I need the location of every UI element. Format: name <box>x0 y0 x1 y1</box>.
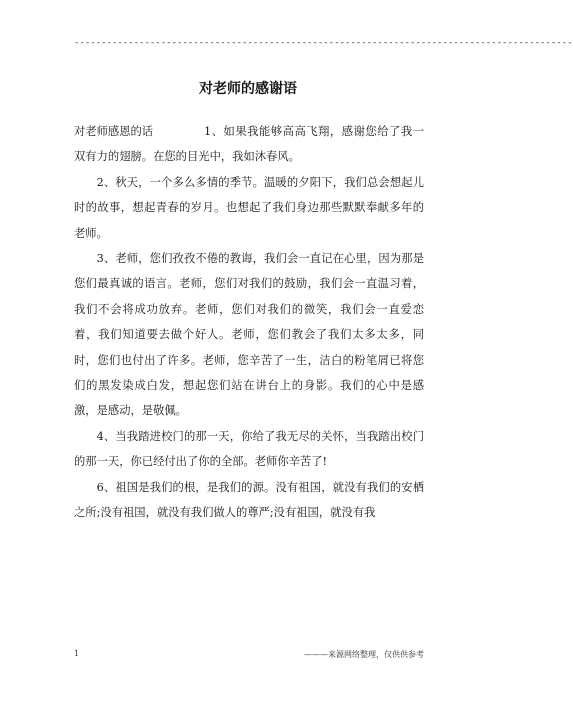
paragraph-2: 2、秋天，一个多么多情的季节。温暖的夕阳下，我们总会想起儿时的故事，想起青春的岁月。也想起了我们身边那些默默奉献多年的老师。 <box>74 175 424 240</box>
document-title: 对老师的感谢语 <box>199 81 297 97</box>
source-note: ———来源网络整理，仅供供参考 <box>304 650 424 659</box>
paragraph-3: 3、老师，您们孜孜不倦的教诲，我们会一直记在心里，因为那是您们最真诚的语言。老师，您们对我们的鼓励，我们会一直温习着，我们不会将成功放弃。老师，您们对我们的微笑，我们会一直爱恋着，我们知道要去做个好人。老师，您们教会了我们太多太多，同时，您们也付出了许多。老师，您辛苦了一生，洁白的粉笔屑已将您们的黑发染成白发，想起您们站在讲台上的身影。我们的心中是感激，是感动，是敬佩。 <box>74 252 424 418</box>
document-body <box>74 119 424 526</box>
paragraph-5: 6、祖国是我们的根，是我们的源。没有祖国，就没有我们的安栖之所;没有祖国，就没有我们做人的尊严;没有祖国，就没有我 <box>74 480 424 520</box>
paragraph-4: 4、当我踏进校门的那一天，你给了我无尽的关怀，当我踏出校门的那一天，你已经付出了你的全部。老师你辛苦了! <box>74 429 424 469</box>
paragraph-1 <box>74 119 424 170</box>
paragraph-1-text: 1、如果我能够高高飞翔，感谢您给了我一双有力的翅膀。在您的目光中，我如沐春风。 <box>74 125 424 164</box>
intro-heading: 对老师感恩的话 <box>74 125 154 138</box>
header-dashed-rule: -------------------------------------------------------------------------------------------- <box>74 38 573 48</box>
page-number: 1 <box>74 649 80 658</box>
